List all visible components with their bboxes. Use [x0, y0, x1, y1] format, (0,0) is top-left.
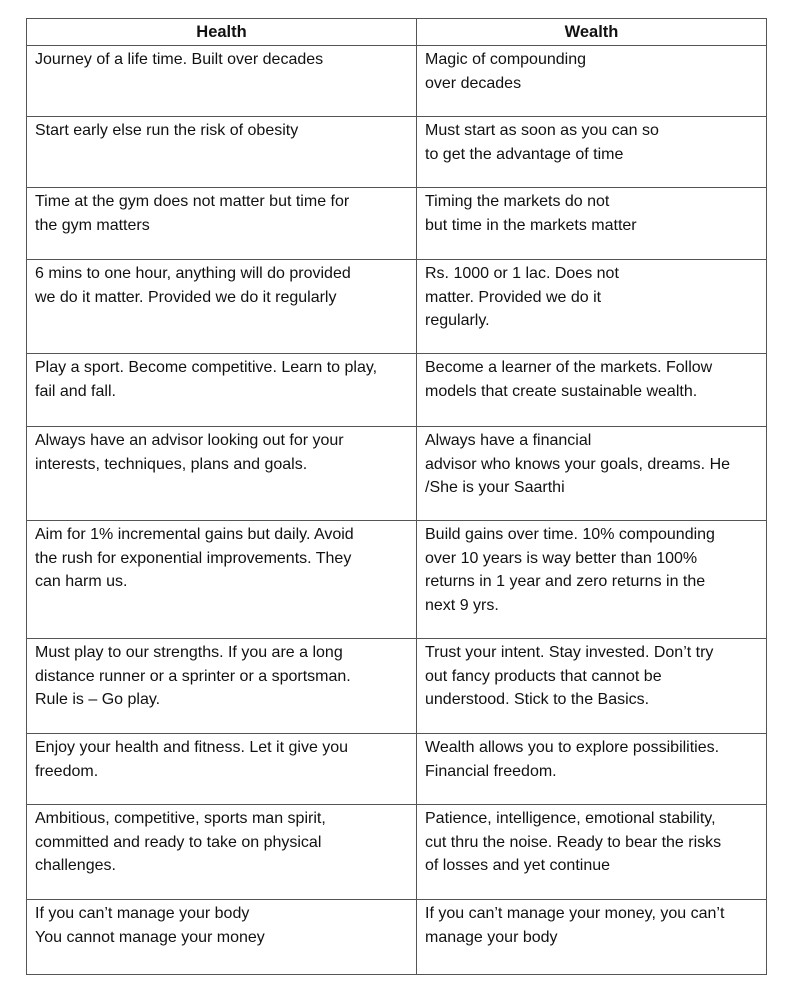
health-cell	[27, 188, 417, 260]
cell-line: Enjoy your health and fitness. Let it give you	[35, 739, 349, 756]
health-cell	[27, 117, 417, 188]
cell-line: can harm us.	[35, 573, 128, 590]
cell-line: of losses and yet continue	[425, 857, 611, 874]
cell-line: over 10 years is way better than 100%	[425, 549, 698, 567]
wealth-cell	[417, 900, 767, 975]
health-cell	[27, 734, 417, 805]
cell-line: cut thru the noise. Ready to bear the risks	[425, 833, 722, 851]
health-cell	[27, 521, 417, 639]
health-cell	[27, 260, 417, 354]
cell-line: we do it matter. Provided we do it regularly	[35, 288, 337, 306]
table-body	[27, 46, 767, 975]
table-row	[27, 260, 767, 354]
cell-line: Must play to our strengths. If you are a long	[35, 644, 343, 661]
cell-line: Must start as soon as you can so	[425, 122, 659, 139]
cell-line: Timing the markets do not	[425, 193, 610, 210]
cell-line: interests, techniques, plans and goals.	[35, 455, 308, 473]
table-row	[27, 900, 767, 975]
wealth-column-header: Wealth	[417, 19, 767, 46]
cell-line: Trust your intent. Stay invested. Don’t try	[425, 644, 714, 661]
table-row	[27, 188, 767, 260]
health-column-header: Health	[27, 19, 417, 46]
cell-line: advisor who knows your goals, dreams. He	[425, 455, 731, 473]
health-cell	[27, 805, 417, 900]
table-row	[27, 427, 767, 521]
wealth-cell	[417, 260, 767, 354]
cell-line: Play a sport. Become competitive. Learn to play,	[35, 359, 378, 376]
cell-line: /She is your Saarthi	[425, 479, 565, 496]
cell-line: models that create sustainable wealth.	[425, 382, 698, 400]
cell-line: Always have an advisor looking out for your	[35, 432, 344, 449]
cell-line: Magic of compounding	[425, 51, 586, 68]
cell-line: challenges.	[35, 857, 116, 874]
health-cell	[27, 46, 417, 117]
cell-line: distance runner or a sprinter or a sportsman.	[35, 667, 351, 685]
cell-line: over decades	[425, 74, 522, 92]
cell-line: Start early else run the risk of obesity	[35, 122, 299, 139]
health-cell	[27, 354, 417, 427]
wealth-cell	[417, 117, 767, 188]
cell-line: the rush for exponential improvements. They	[35, 549, 352, 567]
cell-line: 6 mins to one hour, anything will do provided	[35, 265, 351, 282]
health-cell	[27, 639, 417, 734]
header-row	[27, 19, 767, 46]
cell-line: Rule is – Go play.	[35, 691, 161, 708]
table-row	[27, 734, 767, 805]
wealth-cell	[417, 805, 767, 900]
wealth-cell	[417, 46, 767, 117]
cell-line: committed and ready to take on physical	[35, 833, 322, 851]
cell-line: to get the advantage of time	[425, 145, 624, 163]
wealth-cell	[417, 639, 767, 734]
health-cell	[27, 427, 417, 521]
document-page	[26, 18, 766, 975]
cell-line: Ambitious, competitive, sports man spirit,	[35, 810, 326, 827]
table-row	[27, 354, 767, 427]
table-row	[27, 46, 767, 117]
cell-line: If you can’t manage your body	[35, 905, 250, 922]
health-cell	[27, 900, 417, 975]
cell-line: If you can’t manage your money, you can’t	[425, 905, 725, 922]
cell-line: You cannot manage your money	[35, 928, 265, 946]
cell-line: the gym matters	[35, 216, 150, 234]
cell-line: out fancy products that cannot be	[425, 667, 662, 685]
cell-line: Build gains over time. 10% compounding	[425, 526, 715, 543]
table-row	[27, 639, 767, 734]
wealth-cell	[417, 354, 767, 427]
cell-line: Patience, intelligence, emotional stability,	[425, 810, 716, 827]
cell-line: freedom.	[35, 762, 99, 780]
wealth-cell	[417, 427, 767, 521]
cell-line: Time at the gym does not matter but time for	[35, 193, 350, 210]
cell-line: Rs. 1000 or 1 lac. Does not	[425, 265, 619, 282]
cell-line: Become a learner of the markets. Follow	[425, 359, 713, 376]
cell-line: fail and fall.	[35, 382, 116, 400]
cell-line: regularly.	[425, 312, 490, 329]
cell-line: Always have a financial	[425, 432, 592, 449]
cell-line: Wealth allows you to explore possibilities.	[425, 739, 720, 756]
cell-line: understood. Stick to the Basics.	[425, 691, 650, 708]
cell-line: Financial freedom.	[425, 762, 557, 780]
cell-line: matter. Provided we do it	[425, 288, 602, 306]
cell-line: Aim for 1% incremental gains but daily. Avoid	[35, 526, 354, 543]
cell-line: next 9 yrs.	[425, 596, 499, 614]
table-row	[27, 521, 767, 639]
wealth-cell	[417, 734, 767, 805]
cell-line: Journey of a life time. Built over decades	[35, 51, 324, 68]
table-row	[27, 117, 767, 188]
cell-line: manage your body	[425, 928, 558, 946]
wealth-cell	[417, 521, 767, 639]
wealth-cell	[417, 188, 767, 260]
cell-line: returns in 1 year and zero returns in the	[425, 573, 706, 590]
table-row	[27, 805, 767, 900]
health-wealth-table	[26, 18, 767, 975]
cell-line: but time in the markets matter	[425, 216, 637, 234]
